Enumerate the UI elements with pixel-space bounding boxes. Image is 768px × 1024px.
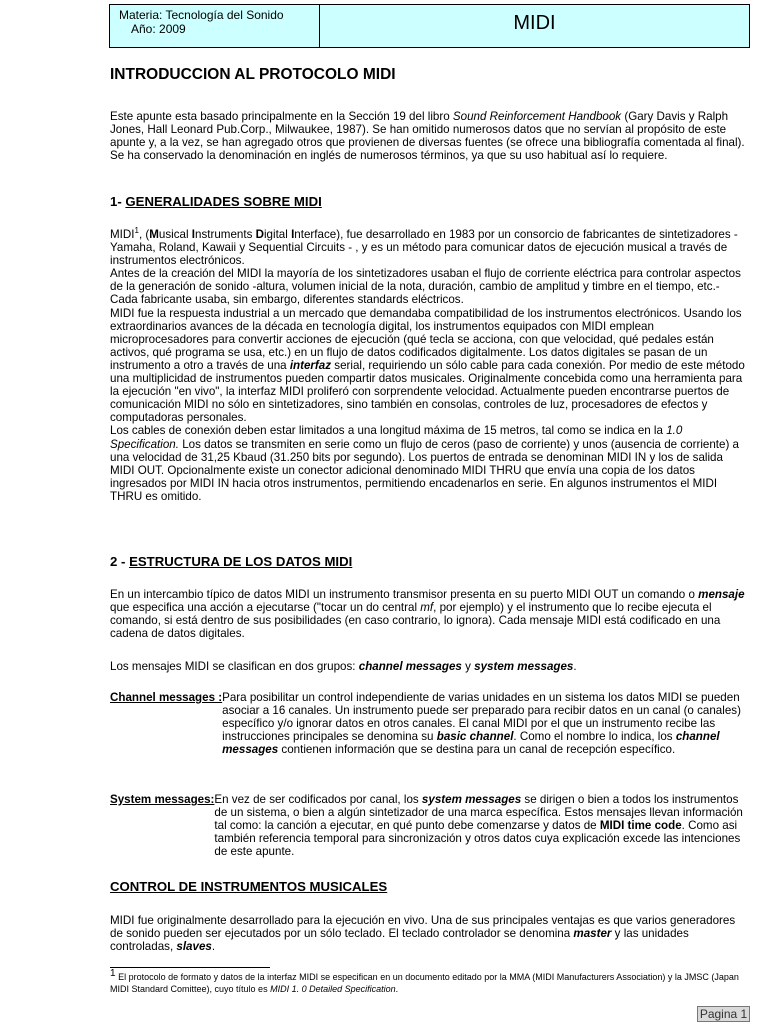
s1-paragraph-4: Los cables de conexión deben estar limitados a una longitud máxima de 15 metros, tal como se indica en la 1.0 Specification. Los datos se transmiten en serie como un flujo de ceros (paso de corriente) y unos (ausencia de corriente) a una velocidad de 31,25 Kbaud (31.250 bits por segundo). Los puertos de entrada se denominan MIDI IN y los de salida MIDI OUT. Opcionalmente existe un conector adicional denominado MIDI THRU que envía una copia de los datos ingresados por MIDI IN hacia otros instrumentos, permitiendo encadenarlos en serie. En algunos instrumentos el MIDI THRU es omitido. (110, 424, 739, 503)
system-messages-text: En vez de ser codificados por canal, los system messages se dirigen o bien a todos los instrumentos de un sistema, o bien a algún sintetizador de una marca específica. Estos mensajes llevan información tal como: la canción a ejecutar, en qué punto debe comenzarse y datos de MIDI time code. Como asi también referencia temporal para sincronización y otros datos cuya explicación excede las intenciones de este apunte. (214, 793, 743, 859)
section-1-body (110, 228, 750, 503)
s1-paragraph-1: MIDI$^1$, (Musical Instruments Digital Interface), fue desarrollado en 1983 por un consorcio de fabricantes de sintetizadores -Yamaha, Roland, Kawaii y Sequential Circuits - , y es un método para comunicar datos de ejecución musical a través de instrumentos electrónicos. (110, 226, 738, 268)
book-title: Sound Reinforcement Handbook (452, 110, 622, 123)
channel-messages-text: Para posibilitar un control independiente de varias unidades en un sistema los datos MIDI se pueden asociar a 16 canales. Un instrumento puede ser preparado para recibir datos en un canal (o canales) específico y/o ignorar datos en otros canales. El canal MIDI por el que un instrumento recibe las instrucciones principales se denomina su basic channel. Como el nombre lo indica, los channel messages contienen información que se destina para un canal de recepción específico. (222, 691, 741, 757)
page-title: INTRODUCCION AL PROTOCOLO MIDI (110, 66, 396, 83)
channel-messages-label: Channel messages : (110, 691, 223, 704)
s1-paragraph-2: Antes de la creación del MIDI la mayoría de los sintetizadores usaban el flujo de corriente eléctrica para controlar aspectos de la generación de sonido -altura, volumen inicial de la nota, duración, cambio de amplitud y timbre en el tiempo, etc.- Cada fabricante usaba, sin embargo, diferentes standards eléctricos. (110, 267, 741, 307)
section-2-heading: 2 - ESTRUCTURA DE LOS DATOS MIDI (110, 554, 353, 569)
header-title: MIDI (513, 12, 556, 34)
s1-paragraph-3: MIDI fue la respuesta industrial a un mercado que demandaba compatibilidad de los instrumentos electrónicos. Usando los extraordinarios avances de la década en tecnología digital, los instrumentos equipados con MIDI emplean microprocesadores para convertir acciones de ejecución (qué tecla se acciona, con que velocidad, qué pedales están activos, qué programa se usa, etc.) en un flujo de datos codificados digitalmente. Los datos digitales se pasan de un instrumento a otro a través de una interfaz serial, requiriendo un sólo cable para cada conexión. Por medio de este método una multiplicidad de instrumentos pueden compartir datos musicales. Originalmente concebida como una herramienta para la ejecución "en vivo", la interfaz MIDI proliferó con sorprendente velocidad. Actualmente pueden encontrarse puertos de comunicación MIDI no sólo en sintetizadores, sino también en consolas, controles de luz, procesadores de efectos y computadoras personales. (110, 306, 745, 425)
page-number-badge: Pagina 1 (697, 1006, 750, 1022)
section-3-heading: CONTROL DE INSTRUMENTOS MUSICALES (110, 879, 388, 894)
header-subject-cell (110, 5, 320, 47)
footnote-divider (110, 967, 270, 968)
system-messages-label: System messages: (110, 793, 215, 806)
system-messages-block (110, 793, 750, 858)
channel-messages-block (110, 691, 750, 756)
footnote-ref: 1 (134, 226, 139, 236)
year-text: Año: 2009 (131, 22, 186, 36)
header-table (109, 4, 750, 48)
s2-paragraph-2: Los mensajes MIDI se clasifican en dos grupos: channel messages y system messages. (110, 660, 577, 673)
s2-paragraph-1: En un intercambio típico de datos MIDI un instrumento transmisor presenta en su puerto MIDI OUT un comando o mensaje que especifica una acción a ejecutarse ("tocar un do central mf, por ejemplo) y el instrumento que lo recibe ejecuta el comando, si está dentro de sus posibilidades (en caso contrario, lo ignora). Cada mensaje MIDI está codificado en una cadena de datos digitales. (110, 588, 745, 641)
footnote: $^1$ El protocolo de formato y datos de la interfaz MIDI se especifican en un documento editado por la MMA (MIDI Manufacturers Association) y la JMSC (Japan MIDI Standard Comittee), cuyo título es MIDI 1. 0 Detailed Specification. (110, 968, 739, 994)
s3-paragraph-1: MIDI fue originalmente desarrollado para la ejecución en vivo. Una de sus principales ventajas es que varios generadores de sonido pueden ser ejecutados por un sólo teclado. El teclado controlador se denomina master y las unidades controladas, slaves. (110, 914, 736, 954)
intro-paragraph: Este apunte esta basado principalmente en la Sección 19 del libro Sound Reinforcement Handbook (Gary Davis y Ralph Jones, Hall Leonard Pub.Corp., Milwaukee, 1987). Se han omitido numerosos datos que no servían al propósito de este apunte y, a la vez, se han agregado otros que provienen de diversas fuentes (se ofrece una bibliografía comentada al final). Se ha conservado la denominación en inglés de numerosos términos, ya que su uso habitual así lo requiere. (110, 110, 745, 163)
subject-text: Materia: Tecnología del Sonido (119, 8, 284, 22)
section-1-heading: 1- GENERALIDADES SOBRE MIDI (110, 194, 322, 209)
